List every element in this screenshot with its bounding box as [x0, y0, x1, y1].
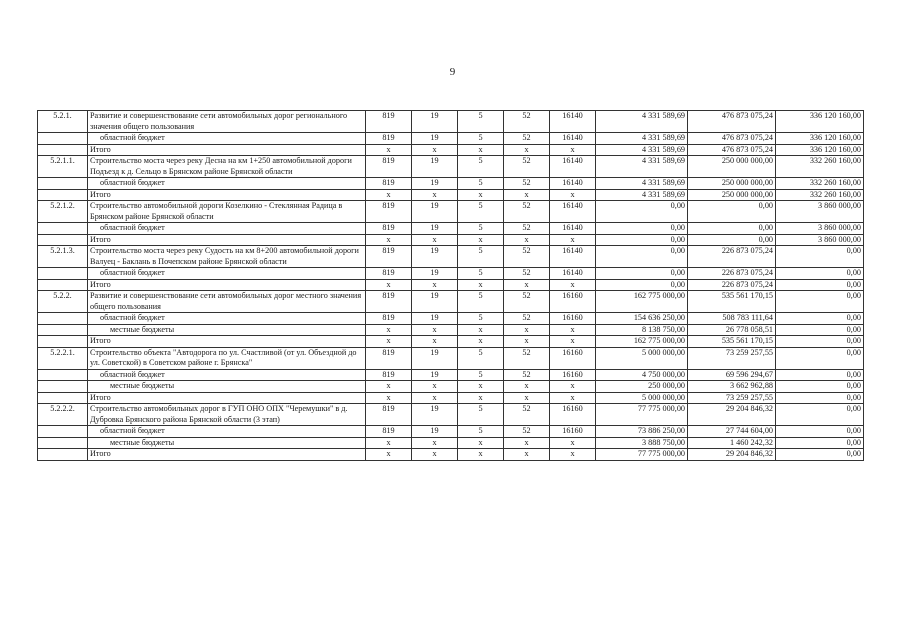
row-name: областной бюджет [88, 133, 366, 145]
value-year-3: 0,00 [776, 268, 864, 280]
row-name: Строительство автомобильной дороги Козелкино - Стеклянная Радица в Брянском районе Брянской области [88, 201, 366, 223]
col-subsection: x [458, 437, 504, 449]
col-admin: x [366, 189, 412, 201]
row-code [38, 223, 88, 235]
col-target: 16140 [550, 133, 596, 145]
value-year-3: 332 260 160,00 [776, 178, 864, 190]
col-program: 52 [504, 178, 550, 190]
row-code [38, 392, 88, 404]
value-year-3: 3 860 000,00 [776, 234, 864, 246]
page-number: 9 [449, 66, 456, 78]
col-admin: x [366, 144, 412, 156]
value-year-3: 0,00 [776, 246, 864, 268]
col-subsection: x [458, 189, 504, 201]
col-section: x [412, 336, 458, 348]
value-year-3: 0,00 [776, 336, 864, 348]
table-row [38, 111, 864, 133]
row-code: 5.2.1.1. [38, 156, 88, 178]
col-section: x [412, 449, 458, 461]
table-row [38, 178, 864, 190]
value-year-2: 250 000 000,00 [688, 178, 776, 190]
col-program: x [504, 279, 550, 291]
value-year-3: 336 120 160,00 [776, 111, 864, 133]
col-program: 52 [504, 111, 550, 133]
col-target: 16140 [550, 223, 596, 235]
col-target: x [550, 437, 596, 449]
col-section: x [412, 381, 458, 393]
row-code [38, 234, 88, 246]
col-section: x [412, 189, 458, 201]
col-admin: x [366, 234, 412, 246]
col-section: 19 [412, 178, 458, 190]
col-admin: 819 [366, 404, 412, 426]
row-name: Строительство моста через реку Десна на км 1+250 автомобильной дороги Подъезд к д. Сельцо в Брянском районе Брянской области [88, 156, 366, 178]
value-year-1: 4 331 589,69 [596, 178, 688, 190]
value-year-3: 0,00 [776, 279, 864, 291]
row-name: Итого [88, 449, 366, 461]
col-target: 16140 [550, 178, 596, 190]
row-name: Итого [88, 392, 366, 404]
col-admin: x [366, 336, 412, 348]
table-row [38, 223, 864, 235]
col-target: 16160 [550, 347, 596, 369]
col-target: 16160 [550, 369, 596, 381]
value-year-2: 250 000 000,00 [688, 189, 776, 201]
row-name: Строительство объекта "Автодорога по ул. Счастливой (от ул. Объездной до ул. Советской) в Советском районе г. Брянска" [88, 347, 366, 369]
row-code [38, 426, 88, 438]
row-name: Строительство автомобильных дорог в ГУП ОНО ОПХ "Черемушки" в д. Дубровка Брянского района Брянской области (3 этап) [88, 404, 366, 426]
col-program: 52 [504, 133, 550, 145]
col-subsection: 5 [458, 246, 504, 268]
value-year-3: 0,00 [776, 347, 864, 369]
col-admin: 819 [366, 201, 412, 223]
row-name: областной бюджет [88, 369, 366, 381]
value-year-2: 535 561 170,15 [688, 336, 776, 348]
table-row [38, 144, 864, 156]
col-subsection: 5 [458, 268, 504, 280]
col-subsection: x [458, 324, 504, 336]
value-year-1: 77 775 000,00 [596, 449, 688, 461]
col-subsection: x [458, 144, 504, 156]
value-year-1: 4 331 589,69 [596, 111, 688, 133]
row-code [38, 437, 88, 449]
row-code [38, 313, 88, 325]
table-row [38, 201, 864, 223]
value-year-3: 0,00 [776, 392, 864, 404]
col-target: 16140 [550, 246, 596, 268]
row-code [38, 449, 88, 461]
col-subsection: 5 [458, 133, 504, 145]
value-year-3: 3 860 000,00 [776, 201, 864, 223]
col-admin: 819 [366, 291, 412, 313]
col-subsection: 5 [458, 156, 504, 178]
col-program: x [504, 324, 550, 336]
table-row [38, 392, 864, 404]
col-program: x [504, 437, 550, 449]
table-row [38, 449, 864, 461]
value-year-3: 0,00 [776, 291, 864, 313]
col-target: 16140 [550, 111, 596, 133]
col-section: x [412, 279, 458, 291]
table-row [38, 347, 864, 369]
table-row [38, 156, 864, 178]
budget-table [37, 110, 864, 461]
value-year-3: 0,00 [776, 381, 864, 393]
col-section: 19 [412, 268, 458, 280]
value-year-2: 69 596 294,67 [688, 369, 776, 381]
col-subsection: 5 [458, 223, 504, 235]
value-year-3: 336 120 160,00 [776, 144, 864, 156]
row-code [38, 369, 88, 381]
row-name: Итого [88, 234, 366, 246]
row-code [38, 133, 88, 145]
value-year-2: 73 259 257,55 [688, 392, 776, 404]
value-year-1: 4 331 589,69 [596, 156, 688, 178]
col-target: x [550, 324, 596, 336]
col-admin: 819 [366, 347, 412, 369]
value-year-2: 476 873 075,24 [688, 144, 776, 156]
col-program: 52 [504, 291, 550, 313]
col-target: 16160 [550, 426, 596, 438]
col-subsection: 5 [458, 369, 504, 381]
row-name: областной бюджет [88, 223, 366, 235]
row-name: областной бюджет [88, 313, 366, 325]
col-section: x [412, 392, 458, 404]
col-subsection: 5 [458, 111, 504, 133]
col-section: x [412, 437, 458, 449]
table-row [38, 291, 864, 313]
value-year-1: 0,00 [596, 223, 688, 235]
col-target: x [550, 381, 596, 393]
value-year-3: 3 860 000,00 [776, 223, 864, 235]
row-code [38, 189, 88, 201]
col-target: x [550, 336, 596, 348]
value-year-2: 26 778 058,51 [688, 324, 776, 336]
row-name: Итого [88, 189, 366, 201]
col-subsection: x [458, 336, 504, 348]
col-section: 19 [412, 347, 458, 369]
col-admin: x [366, 324, 412, 336]
table-row [38, 381, 864, 393]
col-subsection: 5 [458, 347, 504, 369]
col-subsection: x [458, 279, 504, 291]
value-year-2: 535 561 170,15 [688, 291, 776, 313]
col-program: 52 [504, 246, 550, 268]
row-name: Развитие и совершенствование сети автомобильных дорог регионального значения общего пользования [88, 111, 366, 133]
col-subsection: 5 [458, 426, 504, 438]
row-code: 5.2.1.3. [38, 246, 88, 268]
value-year-2: 226 873 075,24 [688, 279, 776, 291]
value-year-2: 476 873 075,24 [688, 111, 776, 133]
col-program: 52 [504, 426, 550, 438]
col-program: x [504, 144, 550, 156]
col-admin: 819 [366, 223, 412, 235]
col-admin: 819 [366, 268, 412, 280]
table-row [38, 324, 864, 336]
row-code: 5.2.1.2. [38, 201, 88, 223]
value-year-2: 0,00 [688, 223, 776, 235]
value-year-1: 73 886 250,00 [596, 426, 688, 438]
col-admin: x [366, 437, 412, 449]
value-year-3: 0,00 [776, 404, 864, 426]
col-admin: 819 [366, 313, 412, 325]
col-program: 52 [504, 404, 550, 426]
col-section: 19 [412, 369, 458, 381]
col-admin: 819 [366, 156, 412, 178]
col-section: 19 [412, 223, 458, 235]
col-admin: x [366, 381, 412, 393]
value-year-1: 8 138 750,00 [596, 324, 688, 336]
table-row [38, 279, 864, 291]
col-subsection: x [458, 381, 504, 393]
table-row [38, 369, 864, 381]
value-year-3: 332 260 160,00 [776, 156, 864, 178]
col-section: 19 [412, 201, 458, 223]
col-section: 19 [412, 313, 458, 325]
row-code [38, 324, 88, 336]
col-admin: x [366, 392, 412, 404]
row-code: 5.2.2. [38, 291, 88, 313]
value-year-3: 0,00 [776, 437, 864, 449]
col-subsection: 5 [458, 201, 504, 223]
value-year-3: 0,00 [776, 449, 864, 461]
table-row [38, 313, 864, 325]
value-year-1: 4 331 589,69 [596, 133, 688, 145]
col-target: x [550, 189, 596, 201]
value-year-3: 336 120 160,00 [776, 133, 864, 145]
col-program: 52 [504, 156, 550, 178]
col-program: 52 [504, 268, 550, 280]
table-row [38, 189, 864, 201]
col-target: 16160 [550, 404, 596, 426]
table-row [38, 426, 864, 438]
row-code [38, 178, 88, 190]
row-code [38, 381, 88, 393]
table-row [38, 404, 864, 426]
row-code: 5.2.2.2. [38, 404, 88, 426]
value-year-3: 0,00 [776, 426, 864, 438]
row-name: областной бюджет [88, 178, 366, 190]
value-year-2: 0,00 [688, 234, 776, 246]
row-name: местные бюджеты [88, 437, 366, 449]
value-year-1: 4 331 589,69 [596, 189, 688, 201]
col-admin: 819 [366, 178, 412, 190]
value-year-1: 0,00 [596, 268, 688, 280]
value-year-2: 226 873 075,24 [688, 246, 776, 268]
col-target: x [550, 279, 596, 291]
col-program: x [504, 449, 550, 461]
col-admin: 819 [366, 369, 412, 381]
value-year-1: 0,00 [596, 201, 688, 223]
col-section: 19 [412, 156, 458, 178]
table-row [38, 133, 864, 145]
value-year-2: 476 873 075,24 [688, 133, 776, 145]
value-year-2: 29 204 846,32 [688, 449, 776, 461]
value-year-3: 0,00 [776, 313, 864, 325]
table-row [38, 234, 864, 246]
col-target: x [550, 449, 596, 461]
col-section: 19 [412, 291, 458, 313]
col-target: x [550, 234, 596, 246]
row-name: Развитие и совершенствование сети автомобильных дорог местного значения общего пользования [88, 291, 366, 313]
row-name: местные бюджеты [88, 324, 366, 336]
col-target: x [550, 392, 596, 404]
row-code: 5.2.2.1. [38, 347, 88, 369]
col-program: 52 [504, 223, 550, 235]
value-year-2: 250 000 000,00 [688, 156, 776, 178]
col-section: x [412, 144, 458, 156]
value-year-1: 4 750 000,00 [596, 369, 688, 381]
col-subsection: x [458, 449, 504, 461]
row-code [38, 279, 88, 291]
col-subsection: x [458, 392, 504, 404]
row-name: Строительство моста через реку Судость на км 8+200 автомобильной дороги Валуец - Баклань в Почепском районе Брянской области [88, 246, 366, 268]
col-subsection: 5 [458, 313, 504, 325]
col-section: x [412, 234, 458, 246]
col-program: x [504, 189, 550, 201]
value-year-1: 77 775 000,00 [596, 404, 688, 426]
col-admin: x [366, 449, 412, 461]
table-row [38, 437, 864, 449]
row-name: областной бюджет [88, 268, 366, 280]
row-code [38, 268, 88, 280]
col-program: x [504, 392, 550, 404]
row-name: Итого [88, 144, 366, 156]
col-admin: 819 [366, 133, 412, 145]
table-row [38, 268, 864, 280]
row-name: Итого [88, 336, 366, 348]
value-year-2: 0,00 [688, 201, 776, 223]
value-year-1: 0,00 [596, 234, 688, 246]
col-admin: x [366, 279, 412, 291]
value-year-1: 5 000 000,00 [596, 347, 688, 369]
value-year-3: 0,00 [776, 324, 864, 336]
row-code [38, 336, 88, 348]
row-name: местные бюджеты [88, 381, 366, 393]
col-section: 19 [412, 111, 458, 133]
value-year-2: 29 204 846,32 [688, 404, 776, 426]
col-target: 16160 [550, 313, 596, 325]
col-target: 16140 [550, 268, 596, 280]
col-target: x [550, 144, 596, 156]
col-admin: 819 [366, 246, 412, 268]
col-section: x [412, 324, 458, 336]
row-code [38, 144, 88, 156]
row-name: Итого [88, 279, 366, 291]
row-code: 5.2.1. [38, 111, 88, 133]
value-year-1: 250 000,00 [596, 381, 688, 393]
value-year-1: 162 775 000,00 [596, 291, 688, 313]
value-year-1: 0,00 [596, 246, 688, 268]
table-body [38, 111, 864, 461]
value-year-1: 3 888 750,00 [596, 437, 688, 449]
col-section: 19 [412, 246, 458, 268]
col-program: x [504, 336, 550, 348]
row-name: областной бюджет [88, 426, 366, 438]
value-year-1: 162 775 000,00 [596, 336, 688, 348]
col-program: x [504, 381, 550, 393]
col-program: 52 [504, 369, 550, 381]
table-row [38, 246, 864, 268]
col-target: 16140 [550, 156, 596, 178]
value-year-2: 508 783 111,64 [688, 313, 776, 325]
col-target: 16140 [550, 201, 596, 223]
col-admin: 819 [366, 111, 412, 133]
value-year-2: 27 744 604,00 [688, 426, 776, 438]
table-row [38, 336, 864, 348]
value-year-2: 226 873 075,24 [688, 268, 776, 280]
value-year-3: 332 260 160,00 [776, 189, 864, 201]
col-target: 16160 [550, 291, 596, 313]
value-year-3: 0,00 [776, 369, 864, 381]
col-subsection: 5 [458, 178, 504, 190]
col-subsection: x [458, 234, 504, 246]
value-year-1: 4 331 589,69 [596, 144, 688, 156]
value-year-2: 73 259 257,55 [688, 347, 776, 369]
col-section: 19 [412, 426, 458, 438]
col-admin: 819 [366, 426, 412, 438]
col-section: 19 [412, 404, 458, 426]
value-year-1: 5 000 000,00 [596, 392, 688, 404]
value-year-2: 1 460 242,32 [688, 437, 776, 449]
col-section: 19 [412, 133, 458, 145]
col-subsection: 5 [458, 404, 504, 426]
col-program: 52 [504, 347, 550, 369]
value-year-2: 3 662 962,88 [688, 381, 776, 393]
col-program: 52 [504, 201, 550, 223]
value-year-1: 0,00 [596, 279, 688, 291]
col-program: x [504, 234, 550, 246]
value-year-1: 154 636 250,00 [596, 313, 688, 325]
col-subsection: 5 [458, 291, 504, 313]
col-program: 52 [504, 313, 550, 325]
